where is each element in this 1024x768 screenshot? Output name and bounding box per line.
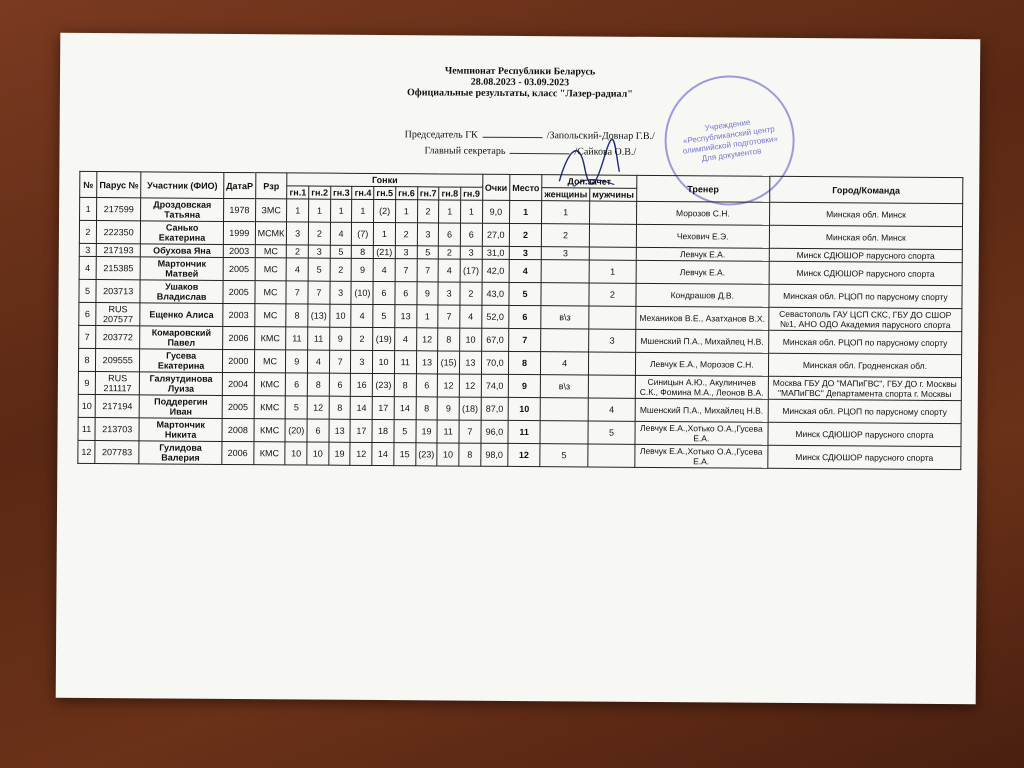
cell-race-6: 4 <box>394 328 416 351</box>
cell-trainer: Левчук Е.А., Морозов С.Н. <box>635 352 768 376</box>
cell-trainer: Чехович Е.Э. <box>636 224 769 248</box>
cell-name: Обухова Яна <box>141 244 224 258</box>
cell-city: Минск СДЮШОР парусного спорта <box>769 261 962 285</box>
cell-sail: 215385 <box>96 257 141 280</box>
cell-sail: 209555 <box>95 349 140 372</box>
table-row <box>78 440 961 469</box>
cell-men <box>588 444 635 467</box>
cell-race-8: 1 <box>439 200 461 223</box>
cell-name: Галяутдинова Луиза <box>140 372 223 396</box>
cell-race-7: 13 <box>416 351 438 374</box>
cell-points: 9,0 <box>482 200 509 223</box>
cell-race-2: 12 <box>307 396 329 419</box>
document-dates: 28.08.2023 - 03.09.2023 <box>470 76 570 89</box>
cell-race-9: 13 <box>459 351 481 374</box>
cell-place: 1 <box>509 200 541 223</box>
cell-race-9: (17) <box>460 259 482 282</box>
cell-race-8: 11 <box>437 420 459 443</box>
document-title: Чемпионат Республики Беларусь <box>444 65 596 78</box>
cell-race-4: 1 <box>352 199 374 222</box>
secretary-row <box>404 143 654 161</box>
cell-race-5: 10 <box>373 350 395 373</box>
cell-men: 2 <box>589 283 636 306</box>
cell-race-7: 6 <box>416 374 438 397</box>
race-header-4: гн.4 <box>352 186 374 199</box>
cell-race-5: 17 <box>372 396 394 419</box>
cell-city: Минская обл. РЦОП по парусному спорту <box>768 330 961 354</box>
col-place: Место <box>510 174 542 200</box>
cell-race-3: 3 <box>330 281 352 304</box>
cell-women <box>541 283 589 306</box>
cell-race-6: 11 <box>394 351 416 374</box>
cell-name: Дроздовская Татьяна <box>141 198 224 222</box>
cell-name: Поддерегин Иван <box>140 395 223 419</box>
cell-race-9: 1 <box>460 200 482 223</box>
cell-birth: 2000 <box>222 349 254 372</box>
cell-sail: 217193 <box>96 244 140 257</box>
cell-race-1: 11 <box>286 327 308 350</box>
cell-city: Москва ГБУ ДО "МАПиГВС", ГБУ ДО г. Москвы "МАПиГВС" Департамента спорта г. Москвы <box>768 376 961 400</box>
cell-race-8: 2 <box>439 246 461 259</box>
cell-rank: ЗМС <box>255 199 287 222</box>
secretary-label: Главный секретарь <box>424 145 506 157</box>
cell-num: 1 <box>80 197 97 220</box>
cell-race-1: 7 <box>286 281 308 304</box>
cell-race-7: 2 <box>417 200 439 223</box>
cell-race-2: 7 <box>308 281 330 304</box>
cell-race-1: (20) <box>285 419 307 442</box>
cell-trainer: Механиков В.Е., Азатханов В.Х. <box>636 306 769 330</box>
document-header <box>60 63 980 102</box>
col-extra: Доп.зачет <box>542 175 637 189</box>
document-subtitle: Официальные результаты, класс "Лазер-радиал" <box>406 87 633 100</box>
cell-rank: МС <box>255 281 287 304</box>
cell-race-5: (21) <box>373 245 395 258</box>
chairman-name: /Запольский-Довнар Г.В./ <box>546 130 655 142</box>
cell-men <box>588 375 635 398</box>
cell-birth: 2003 <box>223 303 255 326</box>
cell-city: Минск СДЮШОР парусного спорта <box>768 445 961 469</box>
cell-birth: 2005 <box>222 395 254 418</box>
cell-women: в\з <box>540 375 588 398</box>
cell-women: 2 <box>541 224 589 247</box>
cell-women <box>541 260 589 283</box>
cell-men <box>589 224 636 247</box>
cell-sail: 203713 <box>96 280 141 303</box>
cell-race-4: 9 <box>352 258 374 281</box>
cell-name: Гулидова Валерия <box>139 441 222 465</box>
cell-race-2: (13) <box>308 304 330 327</box>
cell-place: 11 <box>508 420 540 443</box>
cell-women: 4 <box>541 352 589 375</box>
cell-race-5: 14 <box>372 442 394 465</box>
cell-race-1: 1 <box>287 199 309 222</box>
cell-race-1: 6 <box>286 373 308 396</box>
cell-name: Ещенко Алиса <box>140 303 223 327</box>
cell-birth: 2006 <box>223 326 255 349</box>
cell-num: 2 <box>79 220 96 243</box>
cell-race-5: (19) <box>373 327 395 350</box>
results-sheet <box>56 33 981 704</box>
cell-race-4: 14 <box>351 396 373 419</box>
cell-race-5: (2) <box>374 199 396 222</box>
cell-race-1: 10 <box>285 442 307 465</box>
cell-race-7: 12 <box>416 328 438 351</box>
cell-city: Минск СДЮШОР парусного спорта <box>769 248 962 262</box>
cell-points: 74,0 <box>481 374 508 397</box>
cell-points: 43,0 <box>482 282 509 305</box>
cell-trainer: Морозов С.Н. <box>636 201 769 225</box>
cell-race-2: 11 <box>308 327 330 350</box>
cell-race-5: 4 <box>373 258 395 281</box>
cell-num: 3 <box>79 243 96 256</box>
cell-race-9: 3 <box>460 246 482 259</box>
cell-num: 5 <box>79 279 96 302</box>
cell-race-7: 9 <box>417 282 439 305</box>
col-women: женщины <box>542 188 590 201</box>
cell-city: Минская обл. Минск <box>769 225 962 249</box>
cell-race-1: 2 <box>287 245 309 258</box>
cell-rank: КМС <box>254 396 286 419</box>
cell-women: в\з <box>541 306 589 329</box>
cell-race-2: 10 <box>307 442 329 465</box>
cell-race-1: 8 <box>286 304 308 327</box>
cell-trainer: Левчук Е.А. <box>636 247 769 261</box>
col-trainer: Тренер <box>636 175 769 202</box>
cell-race-3: 7 <box>329 350 351 373</box>
cell-place: 2 <box>509 223 541 246</box>
cell-points: 96,0 <box>481 420 508 443</box>
cell-men <box>589 306 636 329</box>
cell-race-7: 5 <box>417 246 439 259</box>
cell-trainer: Левчук Е.А.,Хотько О.А.,Гусева Е.А. <box>635 421 768 445</box>
cell-race-9: 4 <box>460 305 482 328</box>
cell-place: 10 <box>508 397 540 420</box>
cell-place: 9 <box>508 374 540 397</box>
cell-race-3: 19 <box>329 442 351 465</box>
cell-race-6: 13 <box>395 305 417 328</box>
cell-rank: МС <box>255 304 287 327</box>
cell-rank: МС <box>254 350 286 373</box>
cell-race-3: 8 <box>329 396 351 419</box>
cell-race-5: 5 <box>373 304 395 327</box>
cell-sail: 217599 <box>97 198 142 221</box>
race-header-7: гн.7 <box>417 187 439 200</box>
cell-race-9: (18) <box>459 397 481 420</box>
cell-women <box>540 398 588 421</box>
results-table <box>77 171 963 470</box>
cell-name: Мартончик Никита <box>139 418 222 442</box>
cell-rank: КМС <box>254 442 286 465</box>
cell-race-5: 1 <box>374 222 396 245</box>
cell-race-8: 3 <box>438 282 460 305</box>
cell-rank: МС <box>255 245 287 258</box>
cell-city: Минская обл. Гродненская обл. <box>768 353 961 377</box>
cell-race-6: 8 <box>394 374 416 397</box>
cell-race-4: (10) <box>351 281 373 304</box>
cell-num: 4 <box>79 256 96 279</box>
cell-women: 1 <box>542 201 590 224</box>
cell-race-2: 3 <box>308 245 330 258</box>
col-points: Очки <box>482 174 509 200</box>
cell-race-8: (15) <box>438 351 460 374</box>
cell-trainer: Синицын А.Ю., Акулиничев С.К., Фомина М.А., Леонов В.А. <box>635 375 768 399</box>
cell-race-8: 9 <box>437 397 459 420</box>
cell-men <box>590 201 637 224</box>
cell-sail: RUS 211117 <box>95 372 140 395</box>
cell-name: Комаровский Павел <box>140 326 223 350</box>
cell-name: Санько Екатерина <box>141 221 224 245</box>
cell-place: 12 <box>508 443 540 466</box>
cell-trainer: Левчук Е.А.,Хотько О.А.,Гусева Е.А. <box>635 444 768 468</box>
cell-race-9: 6 <box>460 223 482 246</box>
cell-race-8: 8 <box>438 328 460 351</box>
cell-race-7: 3 <box>417 223 439 246</box>
cell-race-3: 1 <box>330 199 352 222</box>
cell-race-6: 2 <box>395 223 417 246</box>
official-stamp: Учреждение «Республиканский центр олимпийской подготовки» Для документов <box>657 67 803 213</box>
cell-race-4: 4 <box>351 304 373 327</box>
cell-trainer: Кондрашов Д.В. <box>636 283 769 307</box>
cell-num: 7 <box>79 325 96 348</box>
cell-place: 8 <box>508 351 540 374</box>
cell-women: 3 <box>541 247 589 260</box>
cell-race-9: 10 <box>460 328 482 351</box>
cell-women <box>540 421 588 444</box>
cell-points: 27,0 <box>482 223 509 246</box>
cell-points: 70,0 <box>481 351 508 374</box>
cell-name: Гусева Екатерина <box>140 349 223 373</box>
cell-race-1: 9 <box>286 350 308 373</box>
cell-race-7: 19 <box>416 420 438 443</box>
cell-place: 3 <box>509 246 541 259</box>
cell-race-9: 2 <box>460 282 482 305</box>
cell-women: 5 <box>540 444 588 467</box>
col-rank: Рзр <box>255 173 287 199</box>
cell-birth: 2008 <box>222 418 254 441</box>
cell-race-2: 5 <box>308 258 330 281</box>
chairman-row <box>405 127 655 145</box>
cell-points: 42,0 <box>482 259 509 282</box>
cell-sail: 203772 <box>96 326 141 349</box>
cell-race-6: 14 <box>394 397 416 420</box>
cell-race-6: 5 <box>394 420 416 443</box>
cell-race-5: 6 <box>373 281 395 304</box>
cell-men: 4 <box>588 398 635 421</box>
cell-race-4: 3 <box>351 350 373 373</box>
cell-men: 3 <box>589 329 636 352</box>
cell-city: Минская обл. РЦОП по парусному спорту <box>768 399 961 423</box>
cell-race-7: (23) <box>415 443 437 466</box>
cell-points: 31,0 <box>482 246 509 259</box>
cell-rank: КМС <box>254 419 286 442</box>
cell-sail: 222350 <box>96 221 141 244</box>
cell-race-4: (7) <box>352 222 374 245</box>
cell-race-6: 6 <box>395 282 417 305</box>
cell-race-2: 4 <box>308 350 330 373</box>
cell-city: Севастополь ГАУ ЦСП СКС, ГБУ ДО СШОР №1, АНО ОДО Академия парусного спорта <box>769 307 962 331</box>
cell-points: 87,0 <box>481 397 508 420</box>
cell-race-4: 17 <box>350 419 372 442</box>
cell-birth: 2003 <box>223 244 255 257</box>
col-birth: ДатаР <box>224 172 256 198</box>
cell-num: 11 <box>78 417 95 440</box>
cell-place: 7 <box>509 328 541 351</box>
race-header-2: гн.2 <box>309 186 331 199</box>
cell-birth: 1978 <box>223 198 255 221</box>
cell-place: 6 <box>509 305 541 328</box>
cell-birth: 2005 <box>223 257 255 280</box>
cell-race-1: 5 <box>286 396 308 419</box>
race-header-8: гн.8 <box>439 187 461 200</box>
col-races: Гонки <box>287 173 482 187</box>
cell-race-1: 4 <box>286 258 308 281</box>
cell-trainer: Левчук Е.А. <box>636 260 769 284</box>
cell-race-3: 6 <box>329 373 351 396</box>
race-header-9: гн.9 <box>461 187 483 200</box>
cell-place: 4 <box>509 259 541 282</box>
cell-birth: 1999 <box>223 221 255 244</box>
cell-num: 9 <box>78 371 95 394</box>
cell-rank: МСМК <box>255 222 287 245</box>
cell-race-5: (23) <box>372 373 394 396</box>
chairman-label: Председатель ГК <box>404 129 478 141</box>
cell-city: Минская обл. Минск <box>769 202 962 226</box>
cell-birth: 2006 <box>222 441 254 464</box>
cell-birth: 2005 <box>223 280 255 303</box>
cell-race-3: 2 <box>330 258 352 281</box>
cell-name: Ушаков Владислав <box>140 280 223 304</box>
cell-race-1: 3 <box>287 222 309 245</box>
signature-line <box>510 153 570 154</box>
cell-race-8: 12 <box>438 374 460 397</box>
cell-num: 10 <box>78 394 95 417</box>
col-men: мужчины <box>590 188 637 201</box>
cell-points: 52,0 <box>481 305 508 328</box>
cell-race-7: 1 <box>416 305 438 328</box>
cell-sail: 217194 <box>95 395 140 418</box>
cell-sail: RUS 207577 <box>96 303 141 326</box>
cell-race-4: 12 <box>350 442 372 465</box>
cell-race-4: 2 <box>351 327 373 350</box>
cell-num: 8 <box>78 348 95 371</box>
signature-line <box>482 137 542 138</box>
cell-men: 1 <box>589 260 636 283</box>
cell-sail: 207783 <box>95 441 140 464</box>
cell-race-8: 10 <box>437 443 459 466</box>
race-header-1: гн.1 <box>287 186 309 199</box>
cell-race-2: 6 <box>307 419 329 442</box>
cell-race-5: 18 <box>372 419 394 442</box>
race-header-6: гн.6 <box>396 187 418 200</box>
cell-race-8: 6 <box>439 223 461 246</box>
secretary-name: /Сайкова О.В./ <box>574 146 637 158</box>
cell-race-8: 4 <box>438 259 460 282</box>
cell-race-3: 13 <box>329 419 351 442</box>
cell-place: 5 <box>509 282 541 305</box>
cell-birth: 2004 <box>222 372 254 395</box>
cell-rank: КМС <box>254 327 286 350</box>
results-body <box>78 197 963 469</box>
col-num: № <box>80 171 97 197</box>
cell-trainer: Мшенский П.А., Михайлец Н.В. <box>635 329 768 353</box>
signatures-block <box>404 127 654 161</box>
cell-race-6: 3 <box>395 246 417 259</box>
cell-men <box>589 247 636 260</box>
cell-men <box>589 352 636 375</box>
col-sail: Парус № <box>97 172 142 198</box>
cell-race-4: 8 <box>352 245 374 258</box>
cell-race-6: 15 <box>394 443 416 466</box>
cell-race-6: 7 <box>395 259 417 282</box>
race-header-5: гн.5 <box>374 186 396 199</box>
cell-race-9: 12 <box>459 374 481 397</box>
cell-num: 6 <box>79 302 96 325</box>
cell-points: 98,0 <box>481 443 508 466</box>
cell-race-9: 8 <box>459 443 481 466</box>
cell-race-7: 7 <box>417 259 439 282</box>
cell-points: 67,0 <box>481 328 508 351</box>
cell-women <box>541 329 589 352</box>
cell-race-2: 1 <box>309 199 331 222</box>
cell-sail: 213703 <box>95 418 140 441</box>
cell-race-2: 2 <box>308 222 330 245</box>
cell-rank: КМС <box>254 373 286 396</box>
cell-rank: МС <box>255 258 287 281</box>
cell-race-8: 7 <box>438 305 460 328</box>
cell-trainer: Мшенский П.А., Михайлец Н.В. <box>635 398 768 422</box>
cell-city: Минск СДЮШОР парусного спорта <box>768 422 961 446</box>
header-row-1 <box>80 171 963 190</box>
cell-race-3: 10 <box>330 304 352 327</box>
cell-name: Мартончик Матвей <box>140 257 223 281</box>
cell-race-4: 16 <box>351 373 373 396</box>
col-city: Город/Команда <box>769 176 962 203</box>
cell-race-3: 4 <box>330 222 352 245</box>
race-header-3: гн.3 <box>330 186 352 199</box>
col-participant: Участник (ФИО) <box>141 172 224 199</box>
cell-race-3: 9 <box>329 327 351 350</box>
cell-num: 12 <box>78 440 95 463</box>
cell-race-3: 5 <box>330 245 352 258</box>
cell-race-6: 1 <box>395 200 417 223</box>
cell-city: Минская обл. РЦОП по парусному спорту <box>769 284 962 308</box>
cell-race-7: 8 <box>416 397 438 420</box>
cell-race-2: 8 <box>307 373 329 396</box>
cell-race-9: 7 <box>459 420 481 443</box>
cell-men: 5 <box>588 421 635 444</box>
